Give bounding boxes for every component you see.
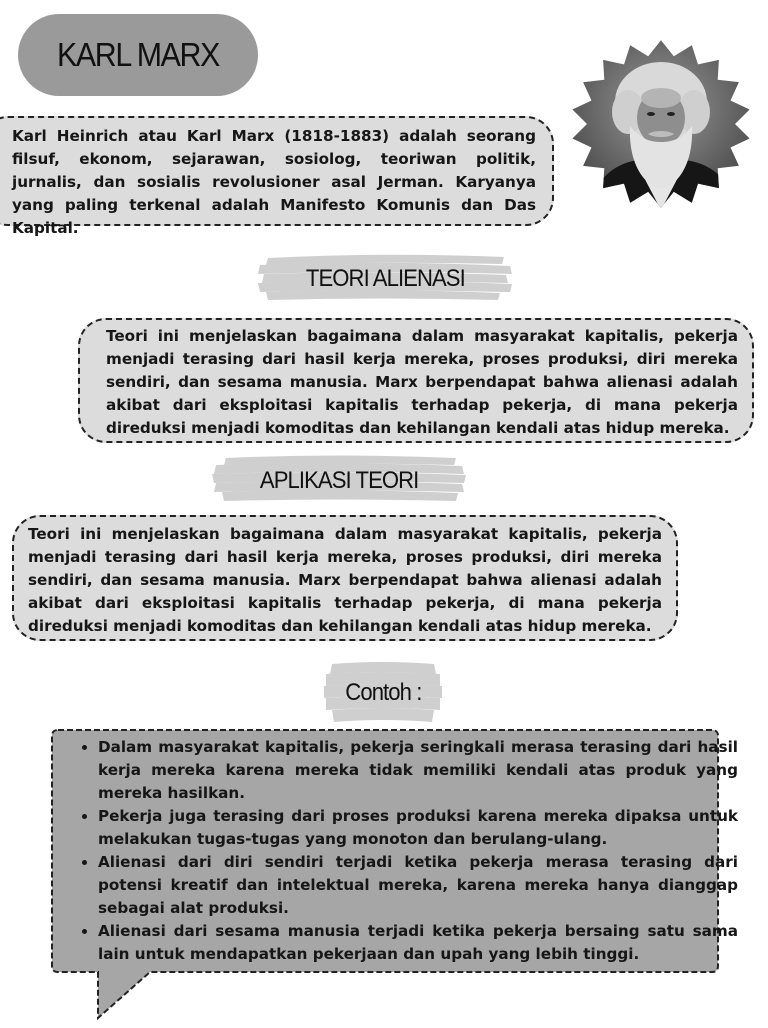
bio-text-box: [0, 116, 554, 237]
list-item: • Alienasi dari diri sendiri terjadi ketika pekerja merasa terasing dari potensi kreatif dan intelektual mereka, karena mereka hanya dianggap sebagai alat produksi.: [98, 851, 738, 920]
heading-aplikasi-teori: APLIKASI TEORI: [259, 467, 419, 494]
title-pill: [18, 14, 258, 96]
section-heading-aplikasi-teori: [208, 452, 470, 510]
list-item: • Alienasi dari sesama manusia terjadi ketika pekerja bersaing satu sama lain untuk mendapatkan pekerjaan dan upah yang lebih tinggi.: [98, 920, 738, 966]
heading-contoh: Contoh :: [344, 679, 422, 706]
section-heading-teori-alienasi: [254, 250, 516, 308]
theory-text: Teori ini menjelaskan bagaimana dalam masyarakat kapitalis, pekerja menjadi terasing dari hasil kerja mereka, proses produksi, diri mereka sendiri, dan sesama manusia. Marx berpendapat bahwa alienasi adalah akibat dari eksploitasi kapitalis terhadap pekerja, di mana pekerja direduksi menjadi komoditas dan kehilangan kendali atas hidup mereka.: [106, 327, 738, 437]
bio-text: Karl Heinrich atau Karl Marx (1818-1883) adalah seorang filsuf, ekonom, sejarawan, sosiolog, teoriwan politik, jurnalis, dan sosialis revolusioner asal Jerman. Karyanya yang paling terkenal adalah Manifesto Komunis dan Das Kapital.: [12, 127, 536, 237]
section-heading-contoh: [322, 658, 444, 728]
list-item: • Pekerja juga terasing dari proses produksi karena mereka dipaksa untuk melakukan tugas-tugas yang monoton dan berulang-ulang.: [98, 805, 738, 851]
portrait-image: [568, 38, 754, 210]
application-text: Teori ini menjelaskan bagaimana dalam masyarakat kapitalis, pekerja menjadi terasing dari hasil kerja mereka, proses produksi, diri mereka sendiri, dan sesama manusia. Marx berpendapat bahwa alienasi adalah akibat dari eksploitasi kapitalis terhadap pekerja, di mana pekerja direduksi menjadi komoditas dan kehilangan kendali atas hidup mereka.: [28, 525, 662, 635]
page-title: KARL MARX: [57, 36, 219, 73]
theory-text-box: [78, 318, 754, 443]
application-text-box: [12, 515, 678, 641]
heading-teori-alienasi: TEORI ALIENASI: [305, 265, 465, 292]
examples-list: [60, 736, 738, 966]
list-item: • Dalam masyarakat kapitalis, pekerja seringkali merasa terasing dari hasil kerja mereka karena mereka tidak memiliki kendali atas produk yang mereka hasilkan.: [98, 736, 738, 805]
